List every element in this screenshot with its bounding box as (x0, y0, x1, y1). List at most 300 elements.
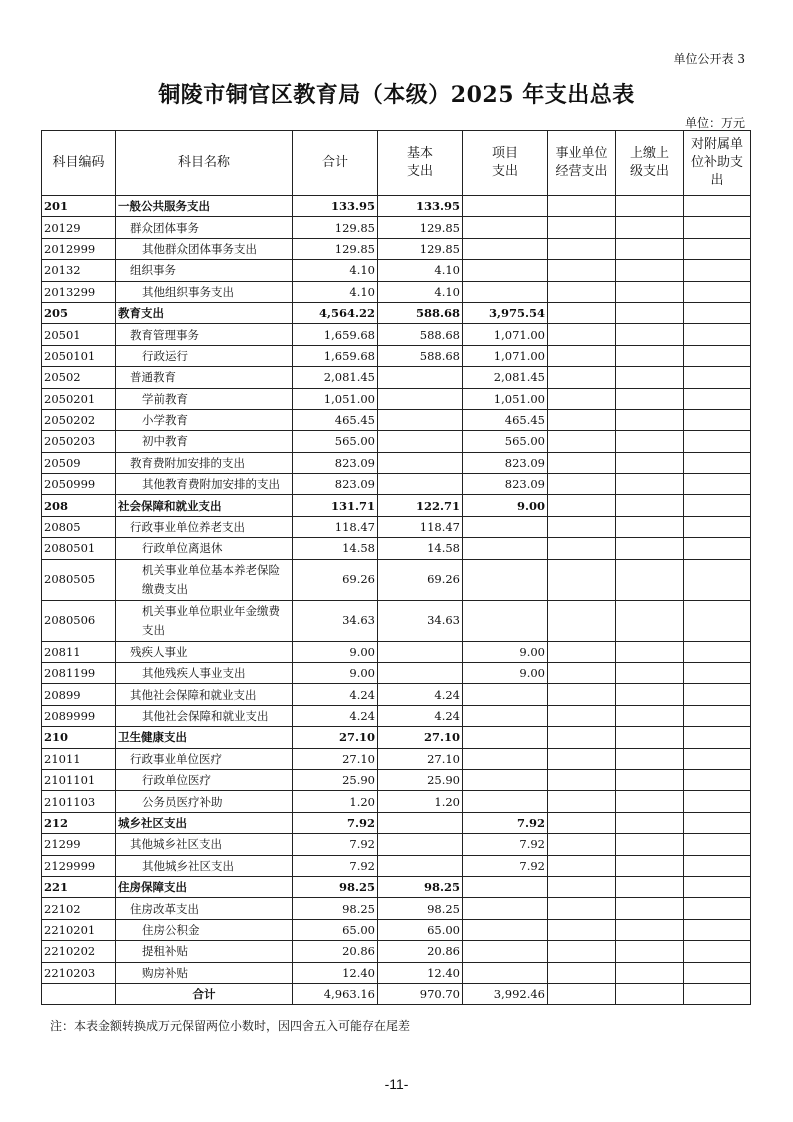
project-cell: 9.00 (463, 663, 548, 684)
col-header-subsidy: 对附属单 位补助支 出 (684, 131, 751, 196)
subsidy-cell (684, 281, 751, 302)
project-cell (463, 538, 548, 559)
total-cell: 9.00 (293, 663, 378, 684)
name-cell: 其他教育费附加安排的支出 (116, 474, 293, 495)
code-cell: 210 (42, 727, 116, 748)
business-cell (548, 559, 616, 600)
upper-cell (616, 281, 684, 302)
code-cell: 2080505 (42, 559, 116, 600)
table-row (42, 452, 751, 473)
footnote: 注：本表金额转换成万元保留两位小数时，因四舍五入可能存在尾差 (50, 1019, 411, 1033)
name-cell: 其他城乡社区支出 (116, 834, 293, 855)
upper-cell (616, 452, 684, 473)
basic-cell: 12.40 (378, 962, 463, 983)
business-cell (548, 641, 616, 662)
upper-cell (616, 919, 684, 940)
name-cell: 群众团体事务 (116, 217, 293, 238)
table-row (42, 302, 751, 323)
total-cell: 131.71 (293, 495, 378, 516)
basic-cell (378, 641, 463, 662)
project-cell (463, 238, 548, 259)
basic-cell: 4.24 (378, 705, 463, 726)
name-cell: 住房公积金 (116, 919, 293, 940)
total-cell: 465.45 (293, 409, 378, 430)
name-cell: 初中教育 (116, 431, 293, 452)
basic-cell: 129.85 (378, 238, 463, 259)
total-cell: 69.26 (293, 559, 378, 600)
basic-cell: 129.85 (378, 217, 463, 238)
subsidy-cell (684, 705, 751, 726)
project-cell (463, 684, 548, 705)
total-cell: 4.10 (293, 281, 378, 302)
code-cell: 20502 (42, 367, 116, 388)
business-cell (548, 684, 616, 705)
table-row (42, 559, 751, 600)
basic-cell: 27.10 (378, 727, 463, 748)
total-cell: 7.92 (293, 855, 378, 876)
basic-cell: 98.25 (378, 898, 463, 919)
business-cell (548, 705, 616, 726)
name-cell: 行政事业单位医疗 (116, 748, 293, 769)
business-cell (548, 898, 616, 919)
project-cell: 1,051.00 (463, 388, 548, 409)
table-header-row (42, 131, 751, 196)
name-cell: 机关事业单位职业年金缴费支出 (116, 600, 293, 641)
total-cell: 4.10 (293, 260, 378, 281)
col-header-project: 项目 支出 (463, 131, 548, 196)
upper-cell (616, 559, 684, 600)
upper-cell (616, 388, 684, 409)
total-cell: 98.25 (293, 876, 378, 897)
project-cell: 1,071.00 (463, 324, 548, 345)
total-cell: 1.20 (293, 791, 378, 812)
name-cell: 一般公共服务支出 (116, 196, 293, 217)
name-cell: 行政事业单位养老支出 (116, 516, 293, 537)
subsidy-cell (684, 983, 751, 1004)
table-number: 单位公开表 3 (673, 52, 745, 66)
project-cell (463, 919, 548, 940)
total-cell: 4.24 (293, 684, 378, 705)
table-row (42, 431, 751, 452)
name-cell: 其他组织事务支出 (116, 281, 293, 302)
business-cell (548, 281, 616, 302)
basic-cell: 588.68 (378, 345, 463, 366)
basic-cell (378, 431, 463, 452)
upper-cell (616, 812, 684, 833)
business-cell (548, 431, 616, 452)
unit-label: 单位：万元 (684, 116, 745, 130)
table-row (42, 260, 751, 281)
table-row (42, 663, 751, 684)
total-cell: 65.00 (293, 919, 378, 940)
subsidy-cell (684, 260, 751, 281)
basic-cell (378, 367, 463, 388)
project-cell (463, 705, 548, 726)
subsidy-cell (684, 196, 751, 217)
total-cell: 98.25 (293, 898, 378, 919)
code-cell: 2101103 (42, 791, 116, 812)
subsidy-cell (684, 812, 751, 833)
upper-cell (616, 663, 684, 684)
project-cell: 7.92 (463, 855, 548, 876)
business-cell (548, 516, 616, 537)
business-cell (548, 962, 616, 983)
business-cell (548, 345, 616, 366)
business-cell (548, 196, 616, 217)
upper-cell (616, 791, 684, 812)
table-row (42, 324, 751, 345)
business-cell (548, 834, 616, 855)
upper-cell (616, 367, 684, 388)
project-cell: 9.00 (463, 641, 548, 662)
code-cell: 2080501 (42, 538, 116, 559)
code-cell: 2101101 (42, 769, 116, 790)
total-cell: 1,051.00 (293, 388, 378, 409)
basic-cell: 14.58 (378, 538, 463, 559)
table-row (42, 962, 751, 983)
subsidy-cell (684, 516, 751, 537)
code-cell (42, 983, 116, 1004)
name-cell: 其他群众团体事务支出 (116, 238, 293, 259)
upper-cell (616, 962, 684, 983)
upper-cell (616, 769, 684, 790)
name-cell: 其他社会保障和就业支出 (116, 684, 293, 705)
total-cell: 9.00 (293, 641, 378, 662)
code-cell: 20805 (42, 516, 116, 537)
code-cell: 20509 (42, 452, 116, 473)
name-cell: 学前教育 (116, 388, 293, 409)
table-row (42, 345, 751, 366)
business-cell (548, 217, 616, 238)
business-cell (548, 238, 616, 259)
project-cell: 823.09 (463, 452, 548, 473)
subsidy-cell (684, 834, 751, 855)
business-cell (548, 538, 616, 559)
code-cell: 22102 (42, 898, 116, 919)
code-cell: 21011 (42, 748, 116, 769)
table-row (42, 855, 751, 876)
name-cell: 小学教育 (116, 409, 293, 430)
subsidy-cell (684, 217, 751, 238)
total-cell: 1,659.68 (293, 345, 378, 366)
code-cell: 221 (42, 876, 116, 897)
upper-cell (616, 217, 684, 238)
code-cell: 2210201 (42, 919, 116, 940)
table-row (42, 495, 751, 516)
basic-cell: 1.20 (378, 791, 463, 812)
name-cell: 卫生健康支出 (116, 727, 293, 748)
business-cell (548, 600, 616, 641)
business-cell (548, 495, 616, 516)
col-header-basic: 基本 支出 (378, 131, 463, 196)
upper-cell (616, 409, 684, 430)
total-cell: 118.47 (293, 516, 378, 537)
subsidy-cell (684, 941, 751, 962)
col-header-total: 合计 (293, 131, 378, 196)
basic-cell: 588.68 (378, 302, 463, 323)
basic-cell: 118.47 (378, 516, 463, 537)
total-cell: 14.58 (293, 538, 378, 559)
total-cell: 20.86 (293, 941, 378, 962)
upper-cell (616, 727, 684, 748)
total-cell: 7.92 (293, 834, 378, 855)
project-cell (463, 217, 548, 238)
subsidy-cell (684, 748, 751, 769)
total-cell: 27.10 (293, 727, 378, 748)
project-cell: 465.45 (463, 409, 548, 430)
upper-cell (616, 302, 684, 323)
subsidy-cell (684, 684, 751, 705)
business-cell (548, 941, 616, 962)
code-cell: 20899 (42, 684, 116, 705)
subsidy-cell (684, 962, 751, 983)
subsidy-cell (684, 898, 751, 919)
basic-cell: 65.00 (378, 919, 463, 940)
upper-cell (616, 876, 684, 897)
col-header-business: 事业单位 经营支出 (548, 131, 616, 196)
business-cell (548, 727, 616, 748)
table-row (42, 281, 751, 302)
upper-cell (616, 238, 684, 259)
basic-cell: 34.63 (378, 600, 463, 641)
business-cell (548, 409, 616, 430)
name-cell: 残疾人事业 (116, 641, 293, 662)
upper-cell (616, 684, 684, 705)
project-cell: 3,975.54 (463, 302, 548, 323)
table-body (42, 196, 751, 1005)
project-cell (463, 898, 548, 919)
table-row (42, 641, 751, 662)
code-cell: 20811 (42, 641, 116, 662)
upper-cell (616, 538, 684, 559)
project-cell: 7.92 (463, 834, 548, 855)
business-cell (548, 748, 616, 769)
subsidy-cell (684, 409, 751, 430)
code-cell: 2081199 (42, 663, 116, 684)
basic-cell (378, 663, 463, 684)
total-cell: 2,081.45 (293, 367, 378, 388)
code-cell: 20129 (42, 217, 116, 238)
code-cell: 20132 (42, 260, 116, 281)
basic-cell (378, 452, 463, 473)
basic-cell: 133.95 (378, 196, 463, 217)
name-cell: 教育管理事务 (116, 324, 293, 345)
upper-cell (616, 600, 684, 641)
name-cell: 提租补贴 (116, 941, 293, 962)
project-cell (463, 600, 548, 641)
total-cell: 7.92 (293, 812, 378, 833)
table-row (42, 538, 751, 559)
upper-cell (616, 641, 684, 662)
upper-cell (616, 324, 684, 345)
code-cell: 212 (42, 812, 116, 833)
basic-cell: 970.70 (378, 983, 463, 1004)
project-cell (463, 727, 548, 748)
code-cell: 2089999 (42, 705, 116, 726)
business-cell (548, 452, 616, 473)
code-cell: 2129999 (42, 855, 116, 876)
basic-cell (378, 812, 463, 833)
name-cell: 行政单位离退休 (116, 538, 293, 559)
table-row (42, 474, 751, 495)
project-cell (463, 941, 548, 962)
name-cell: 社会保障和就业支出 (116, 495, 293, 516)
subsidy-cell (684, 538, 751, 559)
col-header-code: 科目编码 (42, 131, 116, 196)
table-row (42, 748, 751, 769)
business-cell (548, 302, 616, 323)
name-cell: 其他社会保障和就业支出 (116, 705, 293, 726)
table-row (42, 876, 751, 897)
subsidy-cell (684, 727, 751, 748)
name-cell: 普通教育 (116, 367, 293, 388)
code-cell: 205 (42, 302, 116, 323)
subsidy-cell (684, 791, 751, 812)
table-row (42, 769, 751, 790)
business-cell (548, 812, 616, 833)
table-row (42, 834, 751, 855)
business-cell (548, 663, 616, 684)
table-row (42, 684, 751, 705)
business-cell (548, 769, 616, 790)
subsidy-cell (684, 641, 751, 662)
subsidy-cell (684, 855, 751, 876)
table-row (42, 367, 751, 388)
name-cell: 其他残疾人事业支出 (116, 663, 293, 684)
name-cell: 购房补贴 (116, 962, 293, 983)
table-row (42, 409, 751, 430)
table-row (42, 941, 751, 962)
project-cell: 823.09 (463, 474, 548, 495)
basic-cell (378, 855, 463, 876)
name-cell: 其他城乡社区支出 (116, 855, 293, 876)
page-number: -11- (384, 1076, 409, 1092)
business-cell (548, 919, 616, 940)
business-cell (548, 983, 616, 1004)
project-cell (463, 516, 548, 537)
code-cell: 2050101 (42, 345, 116, 366)
project-cell (463, 748, 548, 769)
project-cell: 565.00 (463, 431, 548, 452)
basic-cell: 27.10 (378, 748, 463, 769)
code-cell: 2050202 (42, 409, 116, 430)
total-cell: 565.00 (293, 431, 378, 452)
name-cell: 教育费附加安排的支出 (116, 452, 293, 473)
project-cell: 7.92 (463, 812, 548, 833)
table-row (42, 727, 751, 748)
project-cell (463, 791, 548, 812)
table-row (42, 196, 751, 217)
project-cell (463, 876, 548, 897)
total-cell: 4,963.16 (293, 983, 378, 1004)
basic-cell: 25.90 (378, 769, 463, 790)
project-cell (463, 962, 548, 983)
name-cell: 城乡社区支出 (116, 812, 293, 833)
code-cell: 2080506 (42, 600, 116, 641)
basic-cell: 588.68 (378, 324, 463, 345)
basic-cell (378, 474, 463, 495)
expenditure-table (41, 130, 751, 1005)
upper-cell (616, 941, 684, 962)
business-cell (548, 791, 616, 812)
name-cell: 教育支出 (116, 302, 293, 323)
basic-cell (378, 409, 463, 430)
project-cell (463, 769, 548, 790)
code-cell: 2210202 (42, 941, 116, 962)
total-cell: 4,564.22 (293, 302, 378, 323)
business-cell (548, 876, 616, 897)
upper-cell (616, 748, 684, 769)
subsidy-cell (684, 388, 751, 409)
subsidy-cell (684, 238, 751, 259)
subsidy-cell (684, 919, 751, 940)
table-row (42, 516, 751, 537)
subsidy-cell (684, 495, 751, 516)
subsidy-cell (684, 474, 751, 495)
table-row (42, 388, 751, 409)
project-cell (463, 559, 548, 600)
project-cell (463, 260, 548, 281)
table-row (42, 705, 751, 726)
total-cell: 133.95 (293, 196, 378, 217)
basic-cell (378, 388, 463, 409)
upper-cell (616, 898, 684, 919)
subsidy-cell (684, 345, 751, 366)
total-cell: 4.24 (293, 705, 378, 726)
col-header-name: 科目名称 (116, 131, 293, 196)
upper-cell (616, 855, 684, 876)
code-cell: 20501 (42, 324, 116, 345)
subsidy-cell (684, 663, 751, 684)
total-cell: 129.85 (293, 238, 378, 259)
subsidy-cell (684, 876, 751, 897)
project-cell: 3,992.46 (463, 983, 548, 1004)
upper-cell (616, 983, 684, 1004)
code-cell: 2050999 (42, 474, 116, 495)
name-cell: 行政运行 (116, 345, 293, 366)
project-cell: 2,081.45 (463, 367, 548, 388)
total-cell: 12.40 (293, 962, 378, 983)
subsidy-cell (684, 559, 751, 600)
total-cell: 823.09 (293, 452, 378, 473)
total-cell: 1,659.68 (293, 324, 378, 345)
code-cell: 201 (42, 196, 116, 217)
name-cell: 机关事业单位基本养老保险缴费支出 (116, 559, 293, 600)
subsidy-cell (684, 367, 751, 388)
subsidy-cell (684, 302, 751, 323)
upper-cell (616, 705, 684, 726)
business-cell (548, 367, 616, 388)
basic-cell (378, 834, 463, 855)
project-cell (463, 196, 548, 217)
total-cell: 129.85 (293, 217, 378, 238)
table-row (42, 791, 751, 812)
table-row (42, 238, 751, 259)
upper-cell (616, 431, 684, 452)
business-cell (548, 324, 616, 345)
basic-cell: 4.10 (378, 281, 463, 302)
business-cell (548, 260, 616, 281)
total-cell: 823.09 (293, 474, 378, 495)
business-cell (548, 474, 616, 495)
basic-cell: 69.26 (378, 559, 463, 600)
subsidy-cell (684, 431, 751, 452)
basic-cell: 122.71 (378, 495, 463, 516)
name-cell: 住房改革支出 (116, 898, 293, 919)
code-cell: 2050203 (42, 431, 116, 452)
code-cell: 21299 (42, 834, 116, 855)
table-row (42, 600, 751, 641)
